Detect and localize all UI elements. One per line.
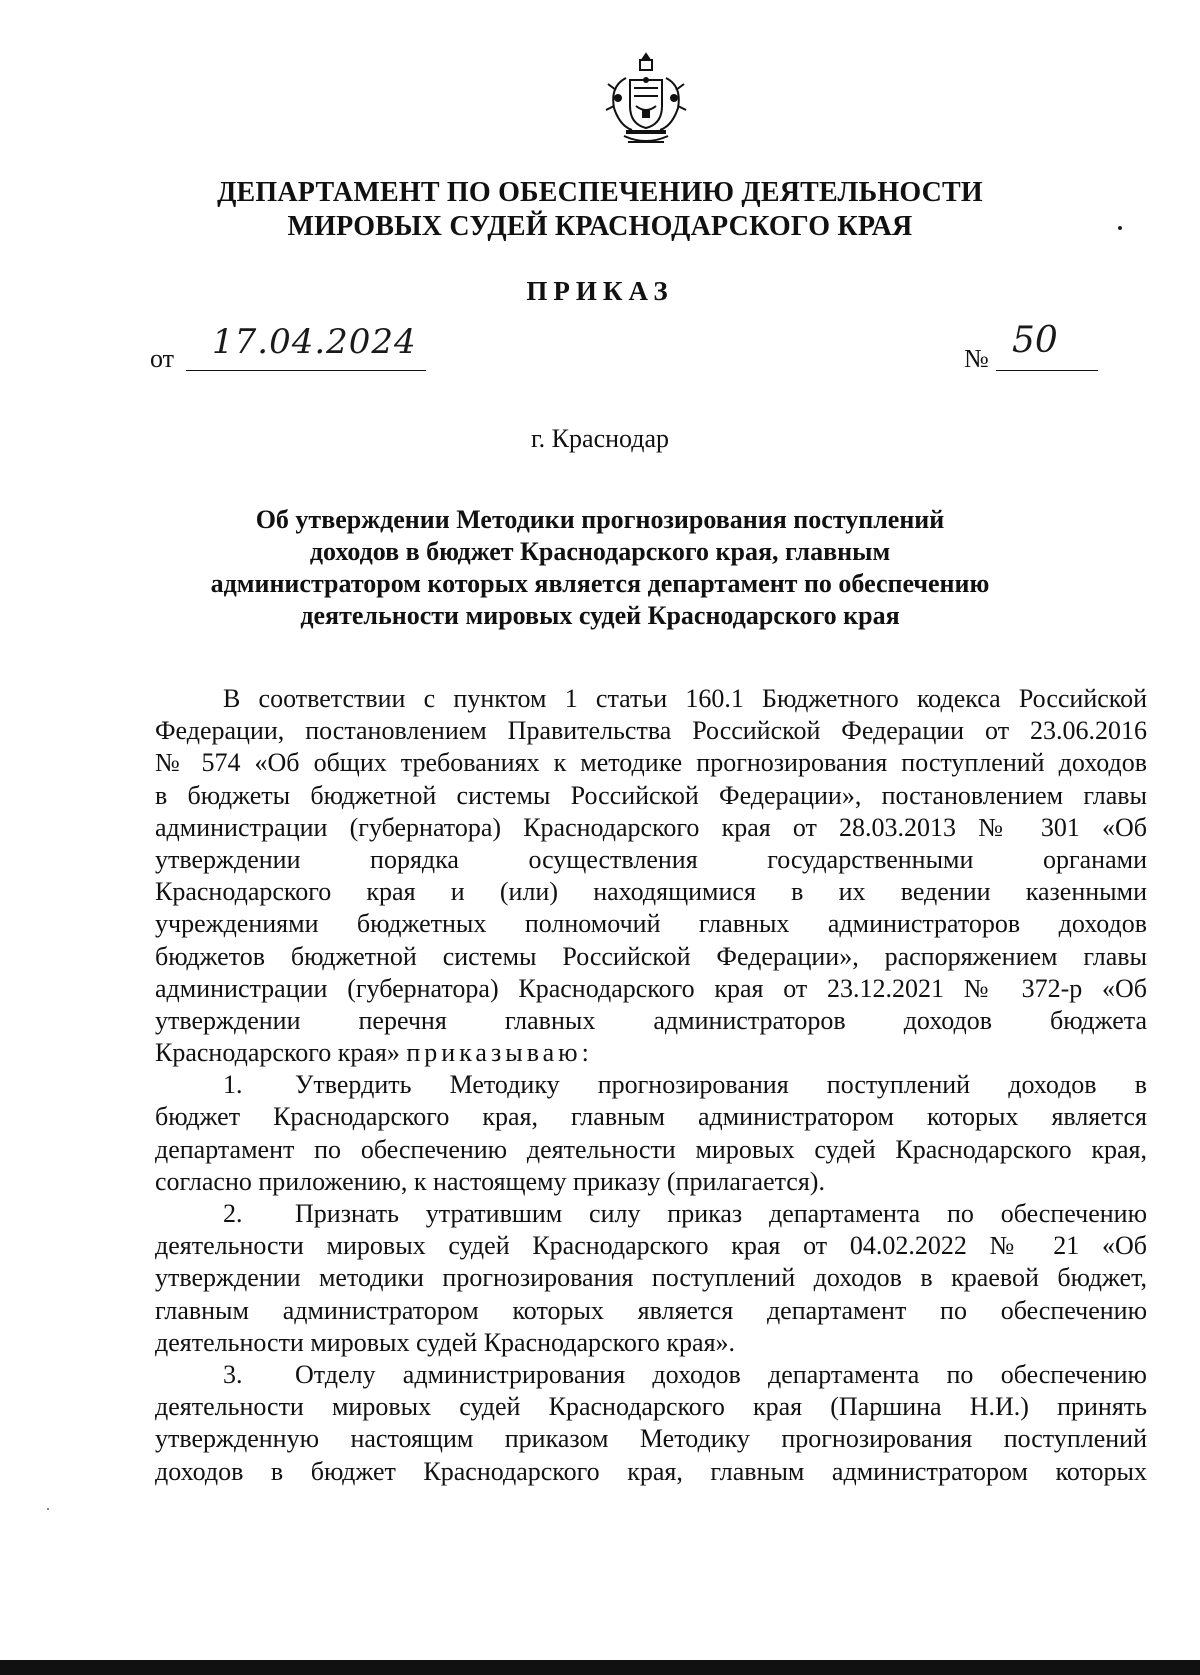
body-line: бюджет Краснодарского края, главным администратором которых является	[155, 1102, 1147, 1132]
item-2-line	[155, 1198, 1147, 1230]
subject-line: доходов в бюджет Краснодарского края, главным	[309, 537, 891, 566]
order-body	[155, 683, 1147, 1488]
item-1-line	[155, 1069, 1147, 1101]
body-line: В соответствии с пунктом 1 статьи 160.1 Бюджетного кодекса Российской	[223, 684, 1147, 713]
department-name-line2: МИРОВЫХ СУДЕЙ КРАСНОДАРСКОГО КРАЯ	[287, 211, 913, 242]
item-number: 3.	[223, 1359, 243, 1389]
coat-of-arms-icon	[596, 50, 696, 152]
body-line: бюджетов бюджетной системы Российской Федерации», распоряжением главы	[155, 941, 1147, 971]
body-line: в бюджеты бюджетной системы Российской Федерации», постановлением главы	[155, 780, 1147, 810]
document-type-title: ПРИКАЗ	[526, 276, 674, 306]
date-label: от	[150, 344, 175, 373]
item-number: 2.	[223, 1199, 243, 1228]
body-line: утверждении перечня главных администраторов доходов бюджета	[155, 1005, 1147, 1035]
body-line: деятельности мировых судей Краснодарского края (Паршина Н.И.) принять	[155, 1392, 1147, 1422]
body-line: утвержденную настоящим приказом Методику прогнозирования поступлений	[155, 1424, 1147, 1454]
body-line: деятельности мировых судей Краснодарского края от 04.02.2022 № 21 «Об	[155, 1231, 1147, 1261]
subject-line: администратором которых является департамент по обеспечению	[210, 569, 990, 598]
speck	[47, 1508, 49, 1510]
subject-line: Об утверждении Методики прогнозирования поступлений	[255, 505, 945, 534]
body-line: главным администратором которых является департамент по обеспечению	[155, 1295, 1147, 1325]
handwritten-number: 50	[1012, 320, 1058, 361]
item-text: Отделу администрирования доходов департамента по обеспечению	[295, 1359, 1147, 1389]
item-text: Признать утратившим силу приказ департамента по обеспечению	[295, 1199, 1147, 1228]
body-line: доходов в бюджет Краснодарского края, главным администратором которых	[155, 1456, 1147, 1486]
body-line: Краснодарского края и (или) находящимися в их ведении казенными	[155, 877, 1147, 907]
speck	[1118, 226, 1122, 230]
item-3-line	[155, 1359, 1147, 1391]
body-line: согласно приложению, к настоящему приказу (прилагается).	[155, 1166, 825, 1196]
body-line: утверждении методики прогнозирования поступлений доходов в краевой бюджет,	[155, 1263, 1147, 1293]
order-word: приказываю:	[406, 1038, 593, 1068]
item-text: Утвердить Методику прогнозирования поступлений доходов в	[295, 1070, 1147, 1100]
body-line: Федерации, постановлением Правительства Российской Федерации от 23.06.2016	[155, 716, 1147, 746]
scan-edge-bar	[0, 1660, 1200, 1675]
number-label: №	[964, 344, 989, 373]
date-underline	[186, 370, 426, 371]
body-line	[155, 1037, 1147, 1069]
handwritten-date: 17.04.2024	[212, 322, 417, 362]
city: г. Краснодар	[530, 424, 670, 453]
body-line: администрации (губернатора) Краснодарского края от 28.03.2013 № 301 «Об	[155, 812, 1147, 842]
body-line: учреждениями бюджетных полномочий главных администраторов доходов	[155, 909, 1147, 939]
body-line: № 574 «Об общих требованиях к методике прогнозирования поступлений доходов	[155, 748, 1147, 778]
preamble-end: Краснодарского края»	[155, 1038, 400, 1068]
order-subject	[0, 504, 1200, 632]
item-number: 1.	[223, 1070, 243, 1100]
body-line: деятельности мировых судей Краснодарского края».	[155, 1327, 736, 1357]
body-line: администрации (губернатора) Краснодарского края от 23.12.2021 № 372-р «Об	[155, 973, 1147, 1003]
body-line: департамент по обеспечению деятельности мировых судей Краснодарского края,	[155, 1134, 1147, 1164]
number-underline	[996, 370, 1098, 371]
subject-line: деятельности мировых судей Краснодарского края	[300, 601, 900, 630]
body-line: утверждении порядка осуществления государственными органами	[155, 844, 1147, 874]
department-name-line1: ДЕПАРТАМЕНТ ПО ОБЕСПЕЧЕНИЮ ДЕЯТЕЛЬНОСТИ	[217, 177, 983, 208]
